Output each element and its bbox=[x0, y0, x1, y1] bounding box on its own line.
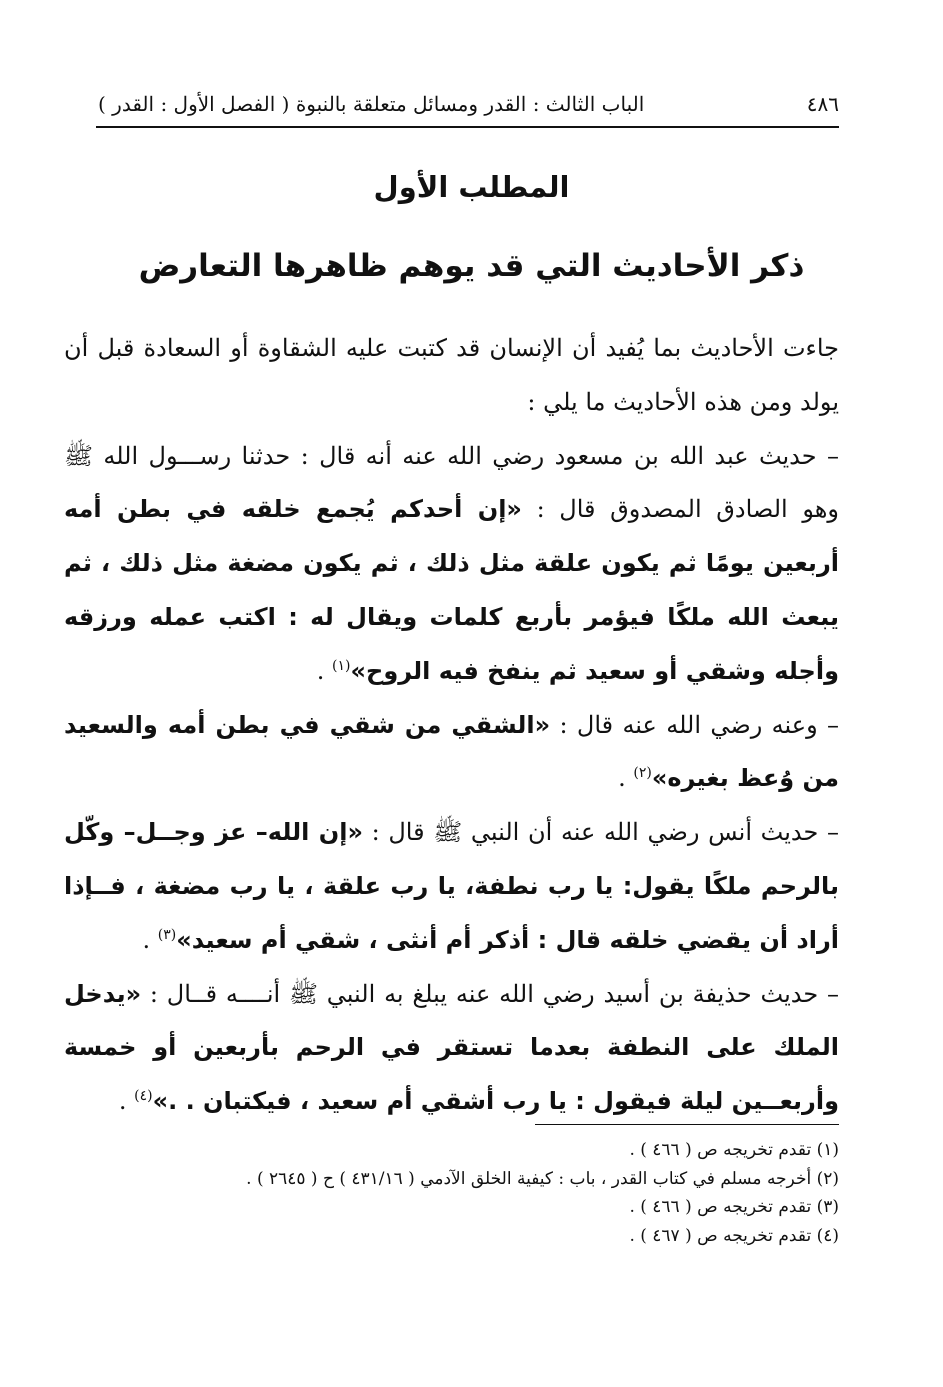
hadith-2-intro: – وعنه رضي الله عنه قال : bbox=[550, 710, 839, 739]
page-header bbox=[98, 92, 839, 116]
hadith-paragraph-4 bbox=[64, 968, 839, 1129]
footnote-ref-1: (١) bbox=[332, 657, 351, 674]
hadith-1-intro: – حديث عبد الله بن مسعود رضي الله عنه أنه قال : حدثنا رســـول الله ﷺ وهو الصادق المصدوق قال : bbox=[64, 441, 839, 524]
footnote-ref-2: (٢) bbox=[633, 765, 652, 782]
footnote-4: (٤) تقدم تخريجه ص ( ٤٦٧ ) . bbox=[629, 1225, 839, 1246]
footnote-3: (٣) تقدم تخريجه ص ( ٤٦٦ ) . bbox=[629, 1197, 839, 1217]
end-mark: . bbox=[118, 1087, 135, 1116]
section-title: المطلب الأول bbox=[373, 170, 570, 204]
end-mark: . bbox=[142, 925, 158, 954]
hadith-paragraph-1 bbox=[64, 430, 839, 699]
hadith-3-text: «إن الله– عز وجــل– وكّل بالرحم ملكًا يقول: يا رب نطفة، يا رب علقة ، يا رب مضغة ، فــإذا أراد أن يقضي خلقه قال : أذكر أم أنثى ، شقي أم سعيد» bbox=[64, 818, 839, 954]
running-title: الباب الثالث : القدر ومسائل متعلقة بالنبوة ( الفصل الأول : القدر ) bbox=[98, 92, 645, 116]
hadith-paragraph-3 bbox=[64, 806, 839, 967]
header-divider bbox=[96, 126, 839, 128]
hadith-1-text: «إن أحدكم يُجمع خلقه في بطن أمه أربعين يومًا ثم يكون علقة مثل ذلك ، ثم يكون مضغة مثل ذلك ، ثم يبعث الله ملكًا فيؤمر بأربع كلمات ويقال له : اكتب عمله ورزقه وأجله وشقي أو سعيد ثم ينفخ فيه الروح» bbox=[64, 495, 839, 685]
end-mark: . bbox=[618, 764, 634, 793]
footnote-ref-4: (٤) bbox=[134, 1088, 153, 1105]
footnote-ref-3: (٣) bbox=[157, 926, 177, 943]
intro-paragraph: جاءت الأحاديث بما يُفيد أن الإنسان قد كتبت عليه الشقاوة أو السعادة قبل أن يولد ومن هذه الأحاديث ما يلي : bbox=[64, 334, 839, 416]
hadith-3-intro: – حديث أنس رضي الله عنه أن النبي ﷺ قال : bbox=[362, 818, 840, 847]
footnotes bbox=[120, 1136, 839, 1250]
footnote-1: (١) تقدم تخريجه ص ( ٤٦٦ ) . bbox=[629, 1140, 839, 1160]
footnote-divider bbox=[535, 1124, 839, 1125]
hadith-paragraph-2 bbox=[64, 699, 839, 807]
hadith-4-intro: – حديث حذيفة بن أسيد رضي الله عنه يبلغ به النبي ﷺ أنــــه قــال : bbox=[141, 979, 839, 1008]
footnote-2: (٢) أخرجه مسلم في كتاب القدر ، باب : كيفية الخلق الآدمي ( ٤٣١/١٦ ) ح ( ٢٦٤٥ ) . bbox=[246, 1168, 839, 1189]
main-text bbox=[64, 322, 839, 1129]
end-mark: . bbox=[316, 656, 333, 685]
hadith-4-text: «يدخل الملك على النطفة بعدما تستقر في الرحم بأربعين أو خمسة وأربعــين ليلة فيقول : يا رب أشقي أم سعيد ، فيكتبان . .» bbox=[64, 979, 839, 1116]
page-number: ٤٨٦ bbox=[806, 92, 839, 116]
hadith-2-text: «الشقي من شقي في بطن أمه والسعيد من وُعظ بغيره» bbox=[64, 710, 839, 793]
section-subtitle: ذكر الأحاديث التي قد يوهم ظاهرها التعارض bbox=[138, 248, 805, 284]
